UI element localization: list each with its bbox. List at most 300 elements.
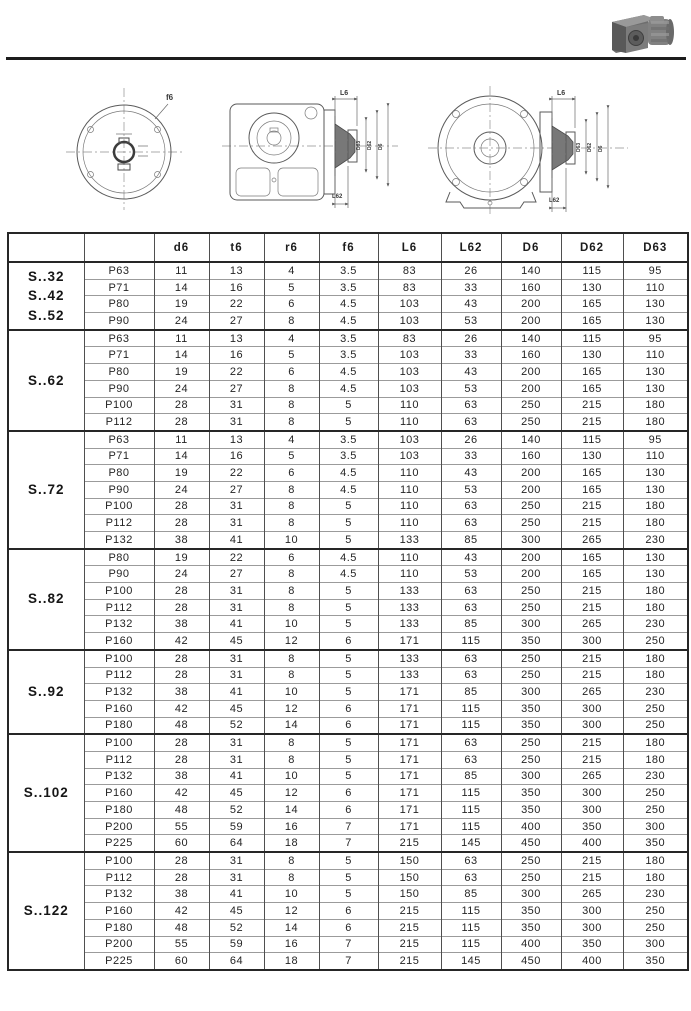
- size-cell: P100: [84, 650, 154, 667]
- dia-dim-label: D63: [356, 140, 362, 150]
- value-cell: 5: [319, 498, 378, 515]
- value-cell: 33: [441, 347, 501, 364]
- column-header-f6: f6: [319, 233, 378, 262]
- value-cell: 12: [264, 785, 319, 802]
- value-cell: 16: [264, 936, 319, 953]
- value-cell: 31: [209, 734, 264, 751]
- value-cell: 26: [441, 431, 501, 448]
- table-row: [8, 330, 688, 347]
- table-row: [8, 498, 688, 515]
- value-cell: 350: [501, 802, 561, 819]
- value-cell: 10: [264, 616, 319, 633]
- value-cell: 63: [441, 414, 501, 431]
- size-cell: P90: [84, 566, 154, 583]
- value-cell: 28: [154, 751, 209, 768]
- value-cell: 230: [623, 532, 688, 549]
- value-cell: 133: [378, 650, 441, 667]
- value-cell: 300: [561, 802, 623, 819]
- column-header-t6: t6: [209, 233, 264, 262]
- value-cell: 130: [561, 448, 623, 465]
- size-cell: P80: [84, 296, 154, 313]
- value-cell: 28: [154, 852, 209, 869]
- group-label-line: S..32: [27, 268, 65, 284]
- value-cell: 14: [264, 919, 319, 936]
- value-cell: 5: [319, 532, 378, 549]
- value-cell: 64: [209, 953, 264, 970]
- value-cell: 63: [441, 583, 501, 600]
- value-cell: 31: [209, 414, 264, 431]
- value-cell: 8: [264, 414, 319, 431]
- value-cell: 48: [154, 919, 209, 936]
- dimension-table: [7, 232, 689, 971]
- value-cell: 33: [441, 448, 501, 465]
- value-cell: 133: [378, 667, 441, 684]
- value-cell: 27: [209, 380, 264, 397]
- value-cell: 133: [378, 616, 441, 633]
- value-cell: 300: [623, 936, 688, 953]
- value-cell: 53: [441, 380, 501, 397]
- value-cell: 165: [561, 364, 623, 381]
- value-cell: 180: [623, 869, 688, 886]
- value-cell: 42: [154, 785, 209, 802]
- size-cell: P200: [84, 818, 154, 835]
- value-cell: 130: [623, 549, 688, 566]
- value-cell: 171: [378, 751, 441, 768]
- size-cell: P100: [84, 583, 154, 600]
- value-cell: 55: [154, 936, 209, 953]
- table-row: [8, 919, 688, 936]
- value-cell: 103: [378, 448, 441, 465]
- value-cell: 95: [623, 431, 688, 448]
- group-label-line: S..92: [27, 684, 65, 700]
- dia-dim-label: D63: [576, 142, 582, 152]
- value-cell: 41: [209, 886, 264, 903]
- value-cell: 83: [378, 262, 441, 279]
- value-cell: 8: [264, 397, 319, 414]
- value-cell: 171: [378, 818, 441, 835]
- value-cell: 250: [501, 869, 561, 886]
- value-cell: 265: [561, 532, 623, 549]
- table-row: [8, 431, 688, 448]
- value-cell: 250: [623, 633, 688, 650]
- group-label-line: S..72: [27, 482, 65, 497]
- value-cell: 130: [561, 347, 623, 364]
- value-cell: 300: [561, 903, 623, 920]
- value-cell: 300: [501, 616, 561, 633]
- table-row: [8, 684, 688, 701]
- value-cell: 150: [378, 869, 441, 886]
- value-cell: 6: [264, 296, 319, 313]
- value-cell: 42: [154, 700, 209, 717]
- value-cell: 8: [264, 566, 319, 583]
- value-cell: 6: [319, 802, 378, 819]
- value-cell: 5: [319, 667, 378, 684]
- value-cell: 180: [623, 583, 688, 600]
- value-cell: 6: [264, 465, 319, 482]
- value-cell: 24: [154, 313, 209, 330]
- value-cell: 63: [441, 869, 501, 886]
- size-cell: P100: [84, 734, 154, 751]
- size-cell: P180: [84, 802, 154, 819]
- group-label-cell: [8, 852, 84, 970]
- value-cell: 140: [501, 262, 561, 279]
- value-cell: 265: [561, 886, 623, 903]
- value-cell: 250: [623, 903, 688, 920]
- value-cell: 250: [501, 515, 561, 532]
- value-cell: 38: [154, 768, 209, 785]
- value-cell: 115: [441, 785, 501, 802]
- size-cell: P132: [84, 886, 154, 903]
- column-header-D63: D63: [623, 233, 688, 262]
- value-cell: 171: [378, 734, 441, 751]
- value-cell: 230: [623, 886, 688, 903]
- value-cell: 6: [319, 633, 378, 650]
- value-cell: 8: [264, 515, 319, 532]
- value-cell: 59: [209, 936, 264, 953]
- value-cell: 265: [561, 768, 623, 785]
- value-cell: 22: [209, 364, 264, 381]
- value-cell: 250: [623, 919, 688, 936]
- value-cell: 6: [319, 700, 378, 717]
- size-cell: P100: [84, 397, 154, 414]
- size-cell: P80: [84, 549, 154, 566]
- value-cell: 215: [561, 751, 623, 768]
- value-cell: 215: [561, 583, 623, 600]
- value-cell: 28: [154, 734, 209, 751]
- table-row: [8, 465, 688, 482]
- table-row: [8, 566, 688, 583]
- value-cell: 200: [501, 549, 561, 566]
- value-cell: 180: [623, 599, 688, 616]
- header-rule: [6, 57, 686, 60]
- value-cell: 165: [561, 296, 623, 313]
- value-cell: 28: [154, 650, 209, 667]
- value-cell: 400: [501, 936, 561, 953]
- value-cell: 165: [561, 380, 623, 397]
- value-cell: 300: [501, 768, 561, 785]
- value-cell: 350: [501, 717, 561, 734]
- value-cell: 133: [378, 599, 441, 616]
- value-cell: 48: [154, 802, 209, 819]
- value-cell: 215: [561, 498, 623, 515]
- value-cell: 110: [378, 566, 441, 583]
- value-cell: 52: [209, 919, 264, 936]
- value-cell: 52: [209, 717, 264, 734]
- flange-front-drawing: [60, 86, 192, 212]
- value-cell: 110: [378, 481, 441, 498]
- value-cell: 350: [501, 700, 561, 717]
- value-cell: 180: [623, 498, 688, 515]
- value-cell: 133: [378, 532, 441, 549]
- value-cell: 160: [501, 347, 561, 364]
- value-cell: 6: [319, 903, 378, 920]
- value-cell: 11: [154, 262, 209, 279]
- value-cell: 63: [441, 498, 501, 515]
- value-cell: 110: [623, 347, 688, 364]
- value-cell: 130: [623, 465, 688, 482]
- value-cell: 300: [623, 818, 688, 835]
- size-cell: P160: [84, 633, 154, 650]
- value-cell: 230: [623, 768, 688, 785]
- value-cell: 10: [264, 532, 319, 549]
- value-cell: 5: [319, 616, 378, 633]
- value-cell: 145: [441, 953, 501, 970]
- value-cell: 8: [264, 650, 319, 667]
- group-label-cell: [8, 734, 84, 852]
- flange-hole-label: f6: [166, 93, 174, 102]
- value-cell: 31: [209, 515, 264, 532]
- size-cell: P63: [84, 262, 154, 279]
- value-cell: 103: [378, 380, 441, 397]
- value-cell: 8: [264, 498, 319, 515]
- value-cell: 55: [154, 818, 209, 835]
- table-row: [8, 936, 688, 953]
- value-cell: 215: [378, 953, 441, 970]
- value-cell: 250: [501, 667, 561, 684]
- table-row: [8, 869, 688, 886]
- value-cell: 16: [209, 279, 264, 296]
- value-cell: 180: [623, 734, 688, 751]
- value-cell: 200: [501, 566, 561, 583]
- group-label-line: S..102: [23, 785, 69, 801]
- value-cell: 83: [378, 330, 441, 347]
- value-cell: 450: [501, 953, 561, 970]
- table-row: [8, 667, 688, 684]
- column-header-D6: D6: [501, 233, 561, 262]
- value-cell: 31: [209, 583, 264, 600]
- size-cell: P160: [84, 700, 154, 717]
- value-cell: 28: [154, 498, 209, 515]
- value-cell: 27: [209, 481, 264, 498]
- value-cell: 145: [441, 835, 501, 852]
- value-cell: 12: [264, 700, 319, 717]
- value-cell: 19: [154, 549, 209, 566]
- value-cell: 63: [441, 751, 501, 768]
- value-cell: 63: [441, 852, 501, 869]
- column-header-d6: d6: [154, 233, 209, 262]
- value-cell: 41: [209, 616, 264, 633]
- value-cell: 13: [209, 431, 264, 448]
- value-cell: 85: [441, 684, 501, 701]
- value-cell: 14: [154, 448, 209, 465]
- dia-dim-label: D62: [367, 140, 373, 150]
- size-cell: P180: [84, 919, 154, 936]
- value-cell: 165: [561, 566, 623, 583]
- value-cell: 265: [561, 616, 623, 633]
- value-cell: 110: [378, 414, 441, 431]
- table-row: [8, 364, 688, 381]
- value-cell: 200: [501, 296, 561, 313]
- value-cell: 8: [264, 380, 319, 397]
- value-cell: 115: [441, 717, 501, 734]
- value-cell: 19: [154, 296, 209, 313]
- value-cell: 4.5: [319, 549, 378, 566]
- value-cell: 215: [378, 835, 441, 852]
- value-cell: 22: [209, 296, 264, 313]
- value-cell: 38: [154, 532, 209, 549]
- value-cell: 27: [209, 313, 264, 330]
- value-cell: 7: [319, 818, 378, 835]
- group-label-line: S..42: [27, 288, 65, 304]
- value-cell: 130: [623, 481, 688, 498]
- size-cell: P132: [84, 768, 154, 785]
- value-cell: 45: [209, 785, 264, 802]
- value-cell: 31: [209, 852, 264, 869]
- value-cell: 6: [264, 549, 319, 566]
- value-cell: 63: [441, 650, 501, 667]
- value-cell: 215: [561, 515, 623, 532]
- value-cell: 5: [319, 515, 378, 532]
- table-row: [8, 700, 688, 717]
- value-cell: 5: [264, 347, 319, 364]
- value-cell: 43: [441, 549, 501, 566]
- value-cell: 13: [209, 330, 264, 347]
- value-cell: 300: [561, 717, 623, 734]
- value-cell: 3.5: [319, 347, 378, 364]
- value-cell: 5: [319, 583, 378, 600]
- value-cell: 130: [623, 313, 688, 330]
- value-cell: 160: [501, 448, 561, 465]
- value-cell: 28: [154, 583, 209, 600]
- value-cell: 8: [264, 667, 319, 684]
- table-row: [8, 549, 688, 566]
- size-cell: P112: [84, 667, 154, 684]
- value-cell: 350: [623, 835, 688, 852]
- value-cell: 250: [501, 599, 561, 616]
- value-cell: 171: [378, 700, 441, 717]
- value-cell: 5: [319, 751, 378, 768]
- value-cell: 171: [378, 717, 441, 734]
- value-cell: 180: [623, 515, 688, 532]
- value-cell: 103: [378, 347, 441, 364]
- value-cell: 4.5: [319, 465, 378, 482]
- value-cell: 4: [264, 330, 319, 347]
- value-cell: 171: [378, 768, 441, 785]
- table-row: [8, 397, 688, 414]
- value-cell: 200: [501, 465, 561, 482]
- value-cell: 16: [209, 347, 264, 364]
- value-cell: 5: [319, 869, 378, 886]
- value-cell: 95: [623, 262, 688, 279]
- value-cell: 400: [501, 818, 561, 835]
- value-cell: 53: [441, 481, 501, 498]
- value-cell: 171: [378, 785, 441, 802]
- value-cell: 115: [441, 633, 501, 650]
- size-cell: P100: [84, 852, 154, 869]
- value-cell: 85: [441, 886, 501, 903]
- value-cell: 350: [501, 919, 561, 936]
- value-cell: 250: [623, 700, 688, 717]
- value-cell: 200: [501, 313, 561, 330]
- value-cell: 5: [319, 599, 378, 616]
- table-row: [8, 380, 688, 397]
- value-cell: 33: [441, 279, 501, 296]
- value-cell: 200: [501, 380, 561, 397]
- table-row: [8, 515, 688, 532]
- table-row: [8, 296, 688, 313]
- value-cell: 230: [623, 684, 688, 701]
- value-cell: 8: [264, 852, 319, 869]
- value-cell: 115: [441, 700, 501, 717]
- size-cell: P132: [84, 616, 154, 633]
- value-cell: 5: [319, 886, 378, 903]
- table-row: [8, 313, 688, 330]
- size-cell: P90: [84, 313, 154, 330]
- size-cell: P132: [84, 532, 154, 549]
- value-cell: 8: [264, 481, 319, 498]
- value-cell: 5: [319, 852, 378, 869]
- value-cell: 31: [209, 599, 264, 616]
- size-cell: P80: [84, 364, 154, 381]
- value-cell: 38: [154, 684, 209, 701]
- value-cell: 43: [441, 296, 501, 313]
- value-cell: 42: [154, 903, 209, 920]
- column-header-D62: D62: [561, 233, 623, 262]
- value-cell: 250: [501, 734, 561, 751]
- value-cell: 41: [209, 684, 264, 701]
- value-cell: 24: [154, 481, 209, 498]
- value-cell: 250: [501, 397, 561, 414]
- value-cell: 133: [378, 583, 441, 600]
- value-cell: 115: [441, 818, 501, 835]
- group-label-cell: [8, 650, 84, 734]
- table-row: [8, 717, 688, 734]
- value-cell: 41: [209, 532, 264, 549]
- value-cell: 180: [623, 751, 688, 768]
- table-body: [8, 262, 688, 970]
- value-cell: 8: [264, 751, 319, 768]
- value-cell: 43: [441, 465, 501, 482]
- value-cell: 300: [561, 633, 623, 650]
- value-cell: 215: [561, 667, 623, 684]
- value-cell: 110: [378, 465, 441, 482]
- table-row: [8, 262, 688, 279]
- value-cell: 5: [319, 684, 378, 701]
- value-cell: 95: [623, 330, 688, 347]
- value-cell: 180: [623, 650, 688, 667]
- group-label-line: S..82: [27, 591, 65, 607]
- value-cell: 130: [623, 380, 688, 397]
- value-cell: 10: [264, 684, 319, 701]
- value-cell: 4.5: [319, 296, 378, 313]
- value-cell: 16: [209, 448, 264, 465]
- table-row: [8, 583, 688, 600]
- value-cell: 115: [441, 936, 501, 953]
- group-label-line: S..62: [27, 372, 65, 388]
- value-cell: 24: [154, 566, 209, 583]
- value-cell: 28: [154, 414, 209, 431]
- value-cell: 11: [154, 330, 209, 347]
- value-cell: 28: [154, 397, 209, 414]
- value-cell: 230: [623, 616, 688, 633]
- value-cell: 60: [154, 953, 209, 970]
- value-cell: 171: [378, 684, 441, 701]
- table-row: [8, 616, 688, 633]
- value-cell: 10: [264, 768, 319, 785]
- value-cell: 53: [441, 313, 501, 330]
- value-cell: 45: [209, 700, 264, 717]
- size-cell: P180: [84, 717, 154, 734]
- value-cell: 215: [561, 397, 623, 414]
- value-cell: 4.5: [319, 481, 378, 498]
- value-cell: 350: [501, 903, 561, 920]
- size-cell: P63: [84, 330, 154, 347]
- size-cell: P71: [84, 347, 154, 364]
- size-cell: P71: [84, 279, 154, 296]
- value-cell: 8: [264, 734, 319, 751]
- table-row: [8, 852, 688, 869]
- table-row: [8, 633, 688, 650]
